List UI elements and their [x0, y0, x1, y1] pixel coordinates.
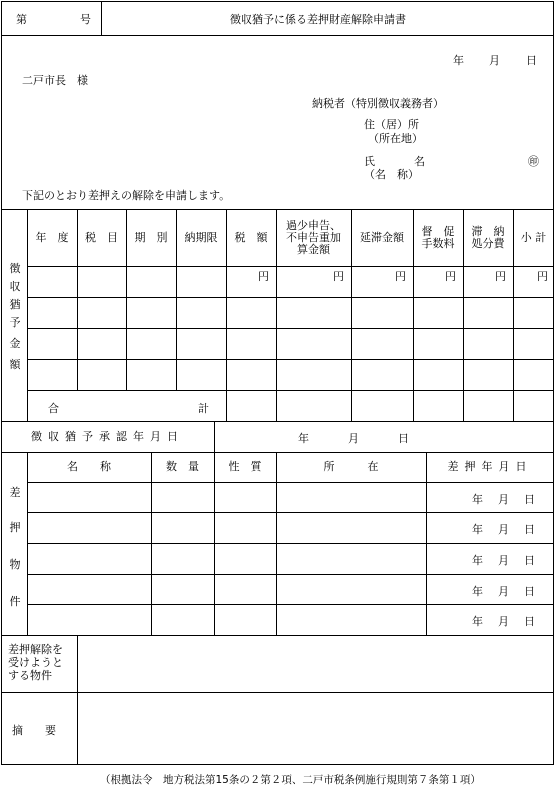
unit-yen: 円: [445, 270, 456, 283]
seizure-month: 月: [498, 615, 509, 628]
name-label-b: 名: [414, 155, 425, 168]
seizure-day: 日: [524, 523, 535, 536]
deferral-side-char: 徴: [9, 262, 21, 275]
remarks-label: 摘 要: [12, 724, 56, 737]
col-delinquency-charge: 延滞金額: [360, 230, 404, 244]
applicant-role: 納税者（特別徴収義務者）: [312, 97, 444, 110]
seizure-month: 月: [498, 585, 509, 598]
unit-yen: 円: [258, 270, 269, 283]
number-prefix: 第: [16, 13, 27, 26]
seizure-year: 年: [472, 585, 483, 598]
approval-year: 年: [298, 432, 309, 445]
col-tax-amount: 税 額: [234, 230, 268, 244]
release-property-label: 差押解除を 受けようと する物件: [8, 643, 63, 682]
seizure-year: 年: [472, 615, 483, 628]
date-month: 月: [489, 54, 500, 67]
name-sub-label: （名 称）: [364, 168, 419, 181]
col-quantity: 数 量: [166, 460, 199, 473]
col-property-name: 名 称: [67, 460, 111, 473]
address-sub-label: （所在地）: [368, 132, 423, 145]
col-demand-fee: 督 促 手数料: [421, 224, 455, 250]
seized-side-char: 押: [9, 521, 21, 534]
seizure-year: 年: [472, 554, 483, 567]
form-title: 徴収猶予に係る差押財産解除申請書: [230, 13, 406, 26]
seizure-day: 日: [524, 554, 535, 567]
addressee: 二戸市長 様: [22, 74, 88, 87]
col-disposition-cost: 滞 納 処分費: [471, 224, 505, 250]
seizure-year: 年: [472, 523, 483, 536]
col-seizure-date: 差押年月日: [447, 460, 533, 473]
unit-yen: 円: [333, 270, 344, 283]
approval-month: 月: [348, 432, 359, 445]
col-subtotal: 小 計: [520, 230, 547, 244]
col-fiscal-year: 年 度: [35, 230, 69, 244]
header-divider: [1, 35, 554, 36]
deferral-side-char: 収: [9, 280, 21, 293]
deferral-side-char: 金: [9, 337, 21, 350]
seizure-month: 月: [498, 523, 509, 536]
deferral-side-char: 予: [9, 316, 21, 329]
col-nature: 性 質: [228, 460, 262, 473]
unit-yen: 円: [495, 270, 506, 283]
approval-date-label: 徴収猶予承認年月日: [31, 429, 184, 443]
deferral-side-char: 猶: [9, 298, 21, 311]
intro-text: 下記のとおり差押えの解除を申請します。: [22, 189, 231, 202]
col-due-date: 納期限: [184, 230, 218, 244]
deferral-side-char: 額: [9, 358, 21, 371]
seizure-day: 日: [524, 615, 535, 628]
col-penalty-tax: 過少申告、 不申告重加 算金額: [286, 218, 341, 256]
seizure-day: 日: [524, 493, 535, 506]
header-vline: [101, 1, 102, 35]
seal-mark: ㊞: [528, 155, 539, 168]
col-location: 所 在: [323, 460, 379, 473]
date-year: 年: [453, 54, 464, 67]
unit-yen: 円: [537, 270, 548, 283]
unit-yen: 円: [395, 270, 406, 283]
seizure-day: 日: [524, 585, 535, 598]
seized-side-char: 物: [9, 558, 21, 571]
approval-day: 日: [398, 432, 409, 445]
seizure-year: 年: [472, 493, 483, 506]
number-suffix: 号: [80, 13, 91, 26]
form-border: [1, 1, 554, 765]
name-label-a: 氏: [364, 155, 375, 168]
col-tax-item: 税 目: [85, 230, 118, 244]
seized-side-char: 件: [9, 595, 21, 608]
seized-side-char: 差: [9, 486, 21, 499]
total-label-left: 合: [48, 402, 59, 415]
legal-basis-footer: （根拠法令 地方税法第15条の２第２項、二戸市税条例施行規則第７条第１項）: [100, 774, 481, 786]
seizure-month: 月: [498, 493, 509, 506]
seizure-month: 月: [498, 554, 509, 567]
date-day: 日: [526, 54, 537, 67]
total-label-right: 計: [198, 402, 209, 415]
address-label: 住（居）所: [364, 118, 419, 131]
col-period: 期 別: [134, 230, 168, 244]
